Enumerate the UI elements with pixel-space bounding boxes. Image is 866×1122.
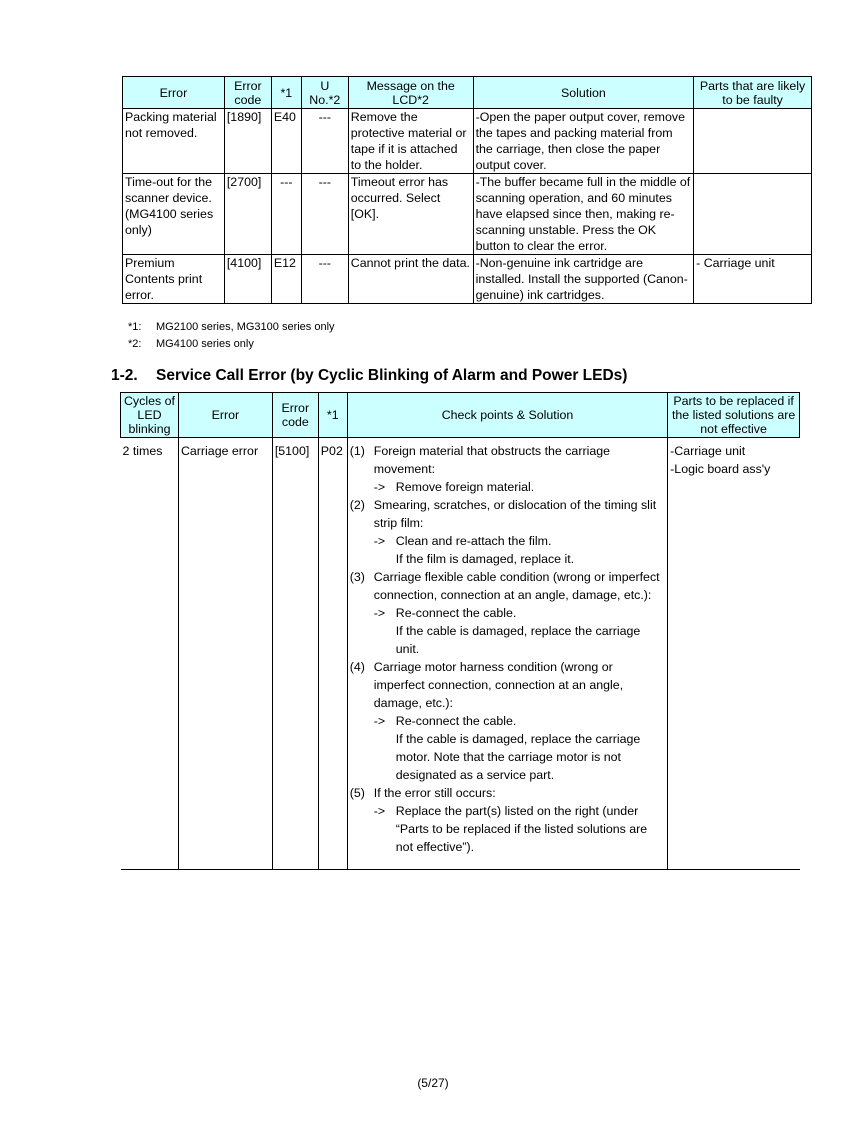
- cell: Remove the protective material or tape if it is attached to the holder.: [348, 109, 473, 174]
- cell: -The buffer became full in the middle of scanning operation, and 60 minutes have elapsed since then, making re-scanning unstable. Press the OK button to clear the error.: [473, 174, 694, 255]
- cell: ---: [301, 255, 348, 304]
- cell: P02: [318, 438, 347, 870]
- arrow-icon: ->: [373, 480, 386, 494]
- check-number: (3): [349, 570, 365, 584]
- header-cell: Error: [178, 393, 272, 438]
- check-text: Carriage flexible cable condition (wrong or imperfect connection, connection at an angle, damage, etc.):: [373, 570, 660, 602]
- part-item: -Logic board ass'y: [670, 462, 771, 476]
- cell: Carriage error: [178, 438, 272, 870]
- action-text: Re-connect the cable.: [395, 714, 517, 728]
- header-cell: *1: [318, 393, 347, 438]
- check-item: [350, 496, 665, 532]
- cell: [2700]: [224, 174, 271, 255]
- action-text: Remove foreign material.: [395, 480, 535, 494]
- header-cell: Parts that are likely to be faulty: [694, 77, 812, 109]
- cell: - Carriage unit: [694, 255, 812, 304]
- table-header: [121, 393, 800, 438]
- action-text: Replace the part(s) listed on the right (under “Parts to be replaced if the listed solutions are not effective”).: [395, 804, 648, 854]
- section-heading: [111, 367, 627, 385]
- cell: ---: [301, 174, 348, 255]
- action-item: [350, 712, 665, 730]
- header-cell: Check points & Solution: [347, 393, 667, 438]
- cell: ---: [301, 109, 348, 174]
- cell: [5100]: [272, 438, 318, 870]
- check-text: Smearing, scratches, or dislocation of the timing slit strip film:: [373, 498, 657, 530]
- cell: [694, 109, 812, 174]
- footnote-key: *1:: [128, 321, 142, 333]
- arrow-icon: ->: [373, 804, 386, 818]
- footnote-key: *2:: [128, 338, 142, 350]
- page-number: (5/27): [417, 1076, 449, 1090]
- header-cell: Solution: [473, 77, 694, 109]
- action-note: If the cable is damaged, replace the carriage motor. Note that the carriage motor is not designated as a service part.: [395, 732, 641, 782]
- table-header: [123, 77, 812, 109]
- cell: [694, 174, 812, 255]
- table-row: [123, 109, 812, 174]
- cell: Time-out for the scanner device. (MG4100 series only): [123, 174, 225, 255]
- check-item: [350, 784, 665, 802]
- parts-cell: [668, 438, 800, 870]
- cell: ---: [271, 174, 301, 255]
- header-cell: Message on the LCD*2: [348, 77, 473, 109]
- check-item: [350, 442, 665, 478]
- cell: -Non-genuine ink cartridge are installed. Install the supported (Canon-genuine) ink cartridges.: [473, 255, 694, 304]
- footnote: [128, 321, 335, 333]
- part-item: -Carriage unit: [670, 444, 746, 458]
- error-table: [122, 76, 812, 304]
- check-text: Foreign material that obstructs the carriage movement:: [373, 444, 611, 476]
- action-note: If the cable is damaged, replace the carriage unit.: [395, 624, 641, 656]
- action-note: If the film is damaged, replace it.: [395, 552, 575, 566]
- footnote-text: MG2100 series, MG3100 series only: [156, 321, 335, 333]
- table-row: [123, 255, 812, 304]
- check-item: [350, 568, 665, 604]
- action-item: [350, 532, 665, 550]
- section-title: Service Call Error (by Cyclic Blinking of Alarm and Power LEDs): [156, 367, 628, 384]
- cell: Timeout error has occurred. Select [OK].: [348, 174, 473, 255]
- cell: Packing material not removed.: [123, 109, 225, 174]
- action-item: [350, 802, 665, 856]
- cell: Cannot print the data.: [348, 255, 473, 304]
- service-call-table: [120, 392, 800, 870]
- cell: [1890]: [224, 109, 271, 174]
- check-item: [350, 658, 665, 712]
- header-cell: Error code: [224, 77, 271, 109]
- check-number: (2): [349, 498, 365, 512]
- action-text: Re-connect the cable.: [395, 606, 517, 620]
- check-number: (4): [349, 660, 365, 674]
- footnote: [128, 338, 254, 350]
- arrow-icon: ->: [373, 606, 386, 620]
- arrow-icon: ->: [373, 534, 386, 548]
- check-points-cell: [347, 438, 667, 870]
- header-cell: Error: [123, 77, 225, 109]
- action-item: [350, 604, 665, 622]
- header-cell: Error code: [272, 393, 318, 438]
- header-cell: Parts to be replaced if the listed solutions are not effective: [668, 393, 800, 438]
- header-cell: Cycles of LED blinking: [121, 393, 179, 438]
- check-text: If the error still occurs:: [373, 786, 496, 800]
- cell: Premium Contents print error.: [123, 255, 225, 304]
- check-number: (5): [349, 786, 365, 800]
- header-cell: *1: [271, 77, 301, 109]
- section-number: 1-2.: [111, 367, 138, 384]
- footnote-text: MG4100 series only: [156, 338, 254, 350]
- arrow-icon: ->: [373, 714, 386, 728]
- action-item: [350, 478, 665, 496]
- check-text: Carriage motor harness condition (wrong or imperfect connection, connection at an angle, damage, etc.):: [373, 660, 624, 710]
- cell: E12: [271, 255, 301, 304]
- action-text: Clean and re-attach the film.: [395, 534, 552, 548]
- table-row: [123, 174, 812, 255]
- cell: 2 times: [121, 438, 179, 870]
- table-row: [121, 438, 800, 870]
- cell: -Open the paper output cover, remove the tapes and packing material from the carriage, then close the paper output cover.: [473, 109, 694, 174]
- check-number: (1): [349, 444, 365, 458]
- cell: [4100]: [224, 255, 271, 304]
- cell: E40: [271, 109, 301, 174]
- header-cell: U No.*2: [301, 77, 348, 109]
